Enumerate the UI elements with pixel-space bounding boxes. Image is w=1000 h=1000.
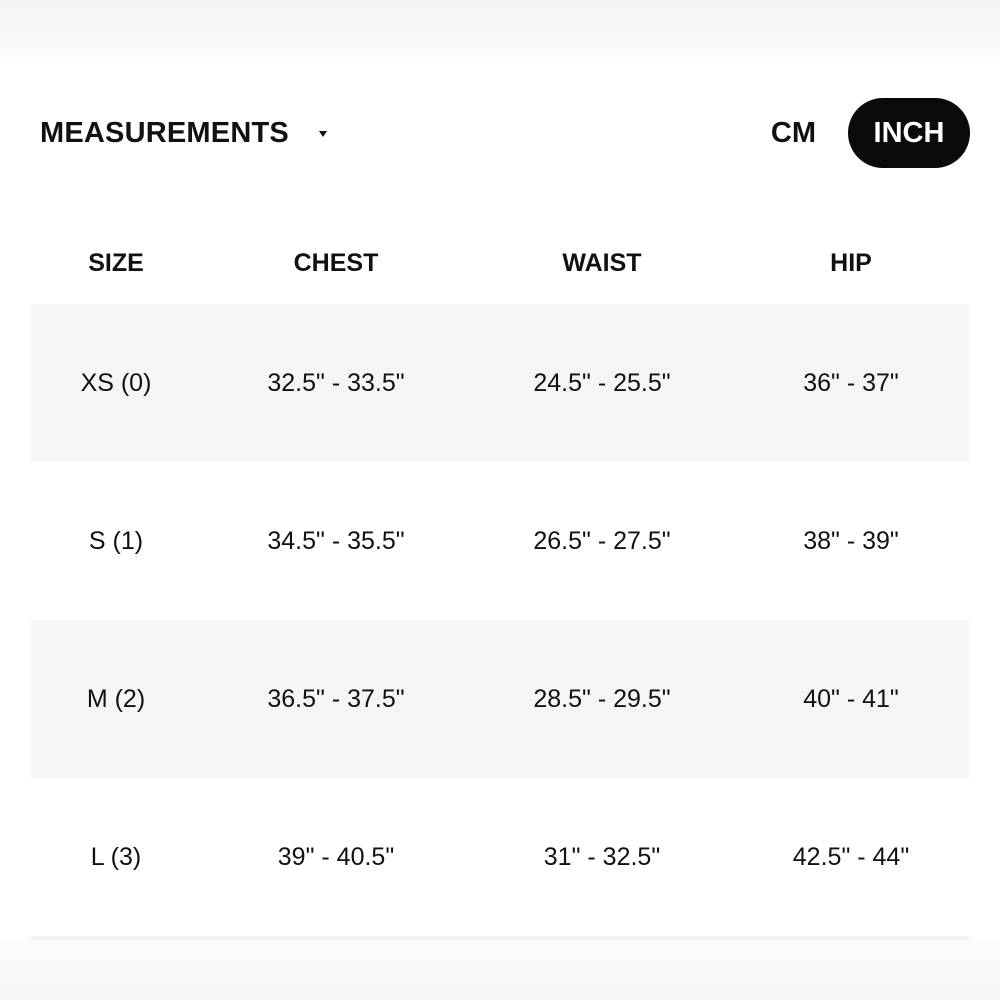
unit-toggle <box>771 98 970 168</box>
table-row <box>31 778 969 936</box>
cell-size: L (3) <box>90 842 142 871</box>
column-header-size: SIZE <box>88 248 144 277</box>
cell-chest: 32.5" - 33.5" <box>267 368 405 397</box>
table-header-row <box>31 222 969 304</box>
bottom-backdrop <box>0 940 1000 1000</box>
cell-size: M (2) <box>86 684 146 713</box>
column-header-chest: CHEST <box>293 248 379 277</box>
cell-size: S (1) <box>88 526 144 555</box>
caret-down-icon <box>319 131 327 137</box>
column-header-hip: HIP <box>830 248 872 277</box>
unit-inch-button[interactable]: INCH <box>848 98 970 168</box>
cell-waist: 31" - 32.5" <box>543 842 661 871</box>
cell-chest: 36.5" - 37.5" <box>267 684 405 713</box>
measurements-header <box>40 100 970 166</box>
table-row <box>31 462 969 620</box>
table-row <box>31 304 969 462</box>
page-title: MEASUREMENTS <box>40 116 289 149</box>
top-backdrop <box>0 0 1000 58</box>
measurements-dropdown[interactable] <box>40 117 327 150</box>
size-chart-table <box>31 222 969 941</box>
cell-hip: 40" - 41" <box>803 684 899 713</box>
cell-hip: 42.5" - 44" <box>792 842 910 871</box>
cell-waist: 24.5" - 25.5" <box>533 368 671 397</box>
cell-chest: 39" - 40.5" <box>277 842 395 871</box>
cell-hip: 36" - 37" <box>803 368 899 397</box>
cell-waist: 28.5" - 29.5" <box>533 684 671 713</box>
cell-size: XS (0) <box>80 368 152 397</box>
unit-cm-button[interactable]: CM <box>771 98 848 168</box>
column-header-waist: WAIST <box>562 248 642 277</box>
cell-chest: 34.5" - 35.5" <box>267 526 405 555</box>
cell-hip: 38" - 39" <box>803 526 899 555</box>
cell-waist: 26.5" - 27.5" <box>533 526 671 555</box>
table-row <box>31 620 969 778</box>
